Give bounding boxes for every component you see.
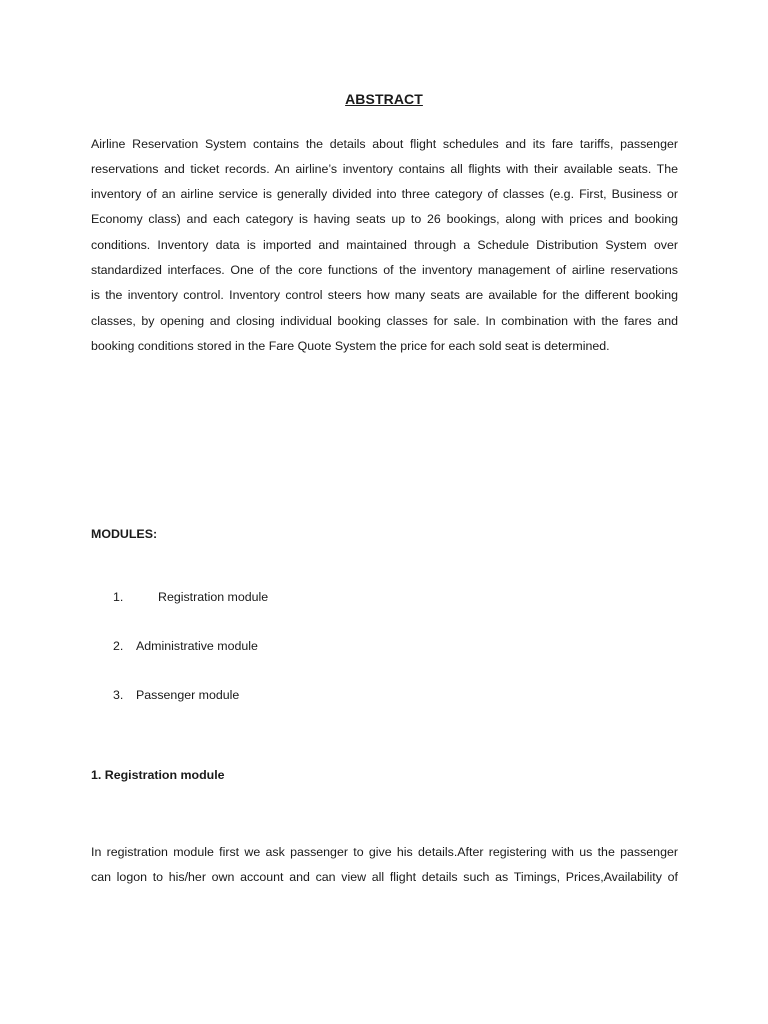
abstract-line: booking conditions stored in the Fare Quote System the price for each sold seat is determined.	[91, 339, 610, 353]
abstract-line: standardized interfaces. One of the core functions of the inventory management of airline reservations	[91, 263, 678, 277]
abstract-line: classes, by opening and closing individual booking classes for sale. In combination with the fares and	[91, 314, 678, 328]
modules-heading: MODULES:	[91, 527, 158, 541]
list-item: Registration module	[158, 590, 269, 604]
section-heading: 1. Registration module	[91, 768, 225, 782]
list-number: 2.	[113, 639, 124, 653]
list-number: 1.	[113, 590, 124, 604]
abstract-line: is the inventory control. Inventory control steers how many seats are available for the different booking	[91, 288, 678, 302]
section-line: can logon to his/her own account and can view all flight details such as Timings, Prices,Availability of	[91, 870, 678, 884]
page-title: ABSTRACT	[345, 91, 423, 107]
list-number: 3.	[113, 688, 124, 702]
abstract-line: inventory of an airline service is generally divided into three category of classes (e.g. First, Business or	[91, 187, 678, 201]
abstract-line: Economy class) and each category is having seats up to 26 bookings, along with prices and booking	[91, 212, 678, 226]
section-line: In registration module first we ask passenger to give his details.After registering with us the passenger	[91, 845, 678, 859]
list-item: Passenger module	[136, 688, 240, 702]
abstract-line: reservations and ticket records. An airline’s inventory contains all flights with their available seats. The	[91, 162, 678, 176]
list-item: Administrative module	[136, 639, 258, 653]
abstract-line: conditions. Inventory data is imported and maintained through a Schedule Distribution System over	[91, 238, 678, 252]
abstract-line: Airline Reservation System contains the details about flight schedules and its fare tariffs, passenger	[91, 137, 678, 151]
